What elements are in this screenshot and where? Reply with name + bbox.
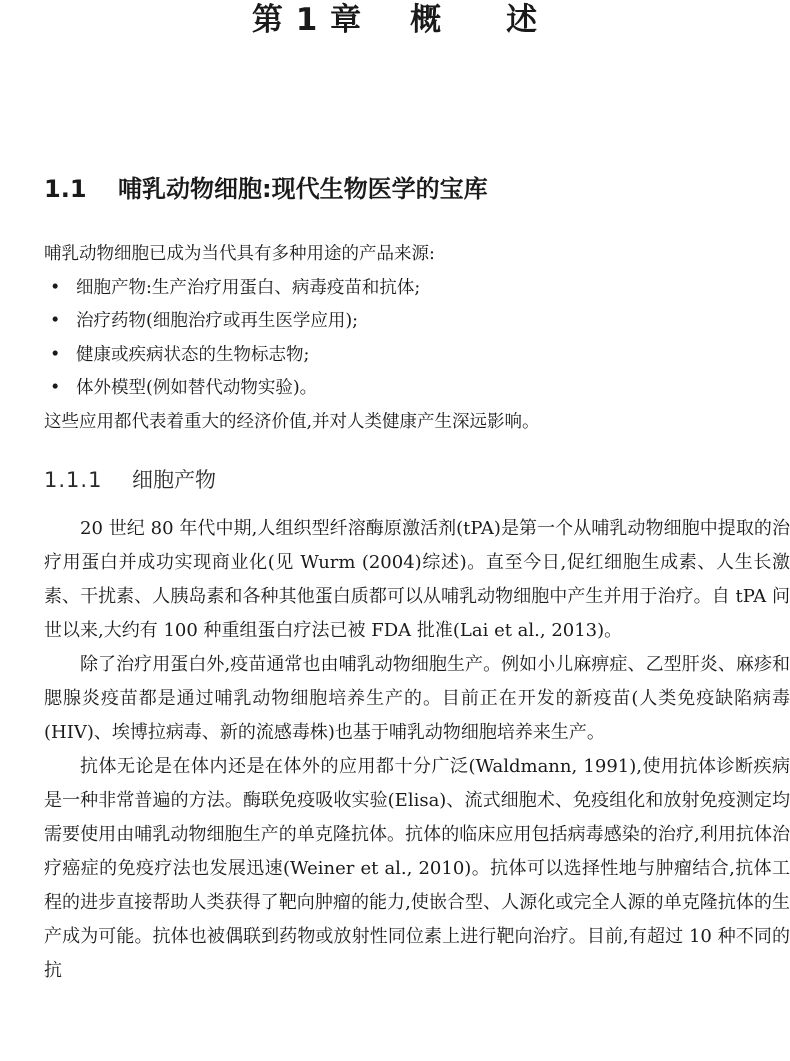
- intro-conclusion: 这些应用都代表着重大的经济价值,并对人类健康产生深远影响。: [44, 411, 540, 432]
- section-title: 哺乳动物细胞:现代生物医学的宝库: [118, 175, 488, 203]
- paragraph: 抗体无论是在体内还是在体外的应用都十分广泛(Waldmann, 1991),使用抗体诊断疾病是一种非常普遍的方法。酶联免疫吸收实验(Elisa)、流式细胞术、免疫组化和放射免疫测定均需要使用由哺乳动物细胞生产的单克隆抗体。抗体的临床应用包括病毒感染的治疗,利用抗体治疗癌症的免疫疗法也发展迅速(Weiner et al., 2010)。抗体可以选择性地与肿瘤结合,抗体工程的进步直接帮助人类获得了靶向肿瘤的能力,使嵌合型、人源化或完全人源的单克隆抗体的生产成为可能。抗体也被偶联到药物或放射性同位素上进行靶向治疗。目前,有超过 10 种不同的抗: [44, 756, 790, 981]
- chapter-name: 概 述: [410, 2, 539, 38]
- bullet-icon: •: [50, 277, 61, 298]
- list-item-text: 体外模型(例如替代动物实验)。: [76, 378, 318, 398]
- list-item-text: 治疗药物(细胞治疗或再生医学应用);: [76, 311, 359, 331]
- bullet-icon: •: [50, 378, 61, 398]
- bullet-icon: •: [50, 344, 61, 365]
- list-item: [44, 339, 764, 373]
- list-item-text: 健康或疾病状态的生物标志物;: [76, 344, 310, 365]
- list-item: [44, 272, 764, 306]
- bullet-list: [44, 272, 764, 406]
- subsection-number: 1.1.1: [44, 468, 103, 492]
- chapter-title: [0, 0, 790, 40]
- intro-block: [44, 238, 764, 439]
- subsection-title: 细胞产物: [132, 468, 216, 492]
- section-heading: [44, 172, 488, 206]
- paragraph: 除了治疗用蛋白外,疫苗通常也由哺乳动物细胞生产。例如小儿麻痹症、乙型肝炎、麻疹和腮腺炎疫苗都是通过哺乳动物细胞培养生产的。目前正在开发的新疫苗(人类免疫缺陷病毒(HIV)、埃博拉病毒、新的流感毒株)也基于哺乳动物细胞培养来生产。: [44, 654, 790, 743]
- bullet-icon: •: [50, 311, 61, 331]
- body-text: [44, 512, 790, 988]
- chapter-label: 第 1 章: [251, 2, 363, 38]
- paragraph: 20 世纪 80 年代中期,人组织型纤溶酶原激活剂(tPA)是第一个从哺乳动物细胞中提取的治疗用蛋白并成功实现商业化(见 Wurm (2004)综述)。直至今日,促红细胞生成素、人生长激素、干扰素、人胰岛素和各种其他蛋白质都可以从哺乳动物细胞中产生并用于治疗。自 tPA 问世以来,大约有 100 种重组蛋白疗法已被 FDA 批准(Lai et al., 2013)。: [44, 518, 790, 641]
- section-number: 1.1: [44, 175, 87, 203]
- subsection-heading: [44, 462, 216, 498]
- list-item: [44, 305, 764, 339]
- intro-lead: 哺乳动物细胞已成为当代具有多种用途的产品来源:: [44, 244, 435, 264]
- list-item-text: 细胞产物:生产治疗用蛋白、病毒疫苗和抗体;: [76, 277, 421, 298]
- list-item: [44, 372, 764, 406]
